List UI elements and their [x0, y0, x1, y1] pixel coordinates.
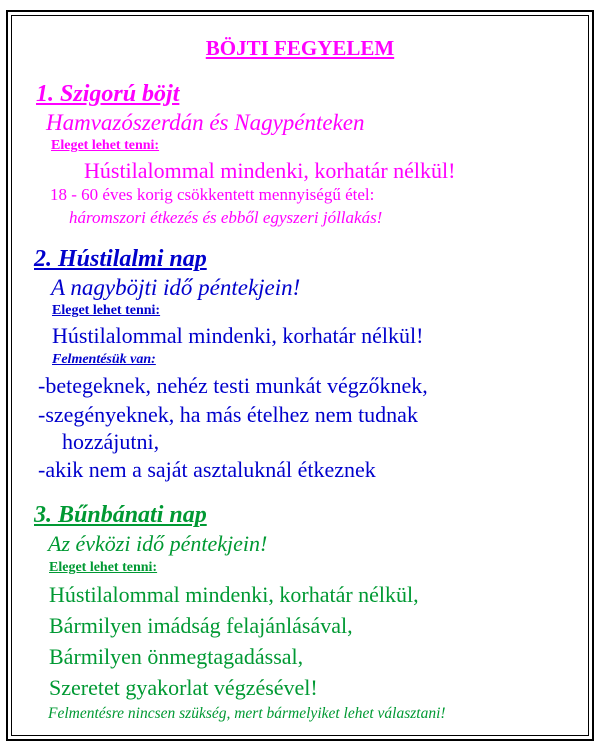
section2-exempt-label: Felmentésük van:	[52, 352, 156, 367]
section1-label: Eleget lehet tenni:	[51, 138, 160, 153]
section2-exempt3: hozzájutni,	[62, 429, 160, 454]
section3-label: Eleget lehet tenni:	[49, 560, 158, 575]
section3-line3: Bármilyen önmegtagadással,	[49, 644, 304, 669]
section1-line2: 18 - 60 éves korig csökkentett mennyiségű étel:	[50, 185, 375, 204]
section3-footer: Felmentésre nincsen szükség, mert bármelyiket lehet választani!	[48, 705, 446, 722]
section1-subtitle: Hamvazószerdán és Nagypénteken	[46, 110, 365, 135]
page-title: BÖJTI FEGYELEM	[205, 36, 395, 60]
section2-exempt2: -szegényeknek, ha más ételhez nem tudnak	[38, 402, 418, 427]
section3-line4: Szeretet gyakorlat végzésével!	[49, 675, 318, 700]
section2-exempt4: -akik nem a saját asztaluknál étkeznek	[38, 457, 376, 482]
section3-subtitle: Az évközi idő péntekjein!	[48, 531, 268, 556]
section2-subtitle: A nagyböjti idő péntekjein!	[51, 275, 301, 300]
section1-line1: Hústilalommal mindenki, korhatár nélkül!	[84, 158, 456, 183]
section2-exempt1: -betegeknek, nehéz testi munkát végzőknek,	[38, 373, 428, 398]
section1-line3: háromszori étkezés és ebből egyszeri jóllakás!	[69, 208, 383, 227]
section2-line1: Hústilalommal mindenki, korhatár nélkül!	[52, 323, 424, 348]
section2-heading: 2. Hústilalmi nap	[34, 246, 207, 272]
section3-line2: Bármilyen imádság felajánlásával,	[49, 613, 353, 638]
section2-label: Eleget lehet tenni:	[52, 303, 161, 318]
section1-heading: 1. Szigorú böjt	[36, 81, 180, 107]
section3-line1: Hústilalommal mindenki, korhatár nélkül,	[49, 582, 419, 607]
section3-heading: 3. Bűnbánati nap	[34, 502, 207, 528]
